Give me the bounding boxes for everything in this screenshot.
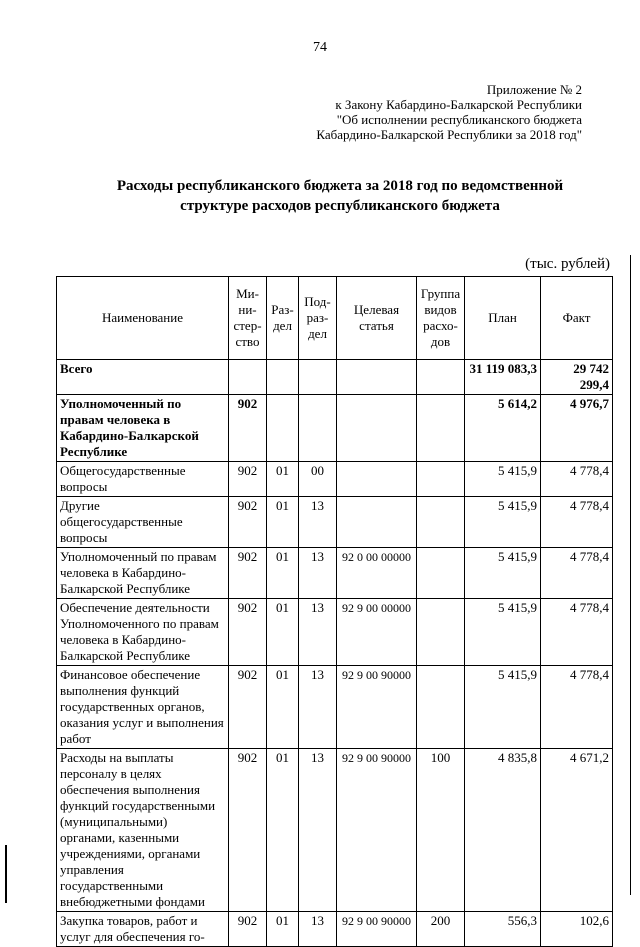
cell-ministry: 902 xyxy=(229,599,267,666)
cell-plan: 556,3 xyxy=(465,912,541,947)
cell-target: 92 0 00 00000 xyxy=(337,548,417,599)
cell-section: 01 xyxy=(267,599,299,666)
title-line: структуре расходов республиканского бюджета xyxy=(180,198,500,214)
col-header-ministry: Ми-ни-стер-ство xyxy=(229,277,267,360)
scan-edge-line xyxy=(630,255,631,895)
cell-ministry: 902 xyxy=(229,749,267,912)
cell-subsection: 00 xyxy=(299,462,337,497)
table-row xyxy=(57,912,613,947)
document-title xyxy=(60,176,620,216)
cell-group: 200 xyxy=(417,912,465,947)
cell-name: Уполномоченный по правам человека в Кабардино-Балкарской Республике xyxy=(57,395,229,462)
appendix-line: Приложение № 2 xyxy=(486,82,582,97)
cell-plan: 5 415,9 xyxy=(465,497,541,548)
cell-target xyxy=(337,497,417,548)
cell-section: 01 xyxy=(267,912,299,947)
cell-subsection: 13 xyxy=(299,497,337,548)
cell-fact: 29 742 299,4 xyxy=(541,360,613,395)
cell-ministry: 902 xyxy=(229,497,267,548)
cell-name: Расходы на выплаты персоналу в целях обеспечения выполнения функций государственными (муниципальными) органами, казенными учреждениями, органами управления государственными внебюджетными фондами xyxy=(57,749,229,912)
cell-name: Другие общегосударственные вопросы xyxy=(57,497,229,548)
appendix-note xyxy=(316,82,582,142)
col-header-plan: План xyxy=(465,277,541,360)
expenditure-table xyxy=(56,276,613,947)
cell-section: 01 xyxy=(267,548,299,599)
table-row xyxy=(57,360,613,395)
appendix-line: к Закону Кабардино-Балкарской Республики xyxy=(335,97,582,112)
cell-fact: 4 778,4 xyxy=(541,462,613,497)
appendix-line: Кабардино-Балкарской Республики за 2018 год" xyxy=(316,127,582,142)
cell-ministry: 902 xyxy=(229,912,267,947)
col-header-group: Группа видов расхо-дов xyxy=(417,277,465,360)
cell-section: 01 xyxy=(267,462,299,497)
cell-plan: 5 415,9 xyxy=(465,548,541,599)
table-header-row xyxy=(57,277,613,360)
cell-section: 01 xyxy=(267,497,299,548)
cell-name: Уполномоченный по правам человека в Кабардино-Балкарской Республике xyxy=(57,548,229,599)
title-line: Расходы республиканского бюджета за 2018 год по ведомственной xyxy=(116,178,564,194)
cell-ministry: 902 xyxy=(229,548,267,599)
cell-ministry: 902 xyxy=(229,395,267,462)
cell-fact: 4 671,2 xyxy=(541,749,613,912)
cell-group xyxy=(417,497,465,548)
cell-group xyxy=(417,462,465,497)
col-header-fact: Факт xyxy=(541,277,613,360)
cell-fact: 4 778,4 xyxy=(541,666,613,749)
cell-name: Финансовое обеспечение выполнения функций государственных органов, оказания услуг и выполнения работ xyxy=(57,666,229,749)
cell-target: 92 9 00 90000 xyxy=(337,749,417,912)
cell-subsection: 13 xyxy=(299,749,337,912)
cell-plan: 5 614,2 xyxy=(465,395,541,462)
cell-target: 92 9 00 00000 xyxy=(337,599,417,666)
cell-section xyxy=(267,360,299,395)
cell-fact: 102,6 xyxy=(541,912,613,947)
cell-plan: 5 415,9 xyxy=(465,462,541,497)
cell-fact: 4 778,4 xyxy=(541,497,613,548)
col-header-subsection: Под-раз-дел xyxy=(299,277,337,360)
cell-plan: 5 415,9 xyxy=(465,666,541,749)
cell-section xyxy=(267,395,299,462)
cell-group: 100 xyxy=(417,749,465,912)
cell-group xyxy=(417,666,465,749)
cell-section: 01 xyxy=(267,666,299,749)
cell-name: Общегосударственные вопросы xyxy=(57,462,229,497)
cell-subsection: 13 xyxy=(299,599,337,666)
cell-target xyxy=(337,360,417,395)
col-header-section: Раз-дел xyxy=(267,277,299,360)
cell-name: Закупка товаров, работ и услуг для обеспечения го- xyxy=(57,912,229,947)
cell-subsection xyxy=(299,360,337,395)
cell-target: 92 9 00 90000 xyxy=(337,666,417,749)
cell-target xyxy=(337,462,417,497)
units-label: (тыс. рублей) xyxy=(525,256,610,272)
cell-section: 01 xyxy=(267,749,299,912)
cell-name: Всего xyxy=(57,360,229,395)
cell-subsection: 13 xyxy=(299,548,337,599)
cell-ministry: 902 xyxy=(229,666,267,749)
table-row xyxy=(57,548,613,599)
cell-group xyxy=(417,599,465,666)
page-number: 74 xyxy=(313,40,327,55)
cell-ministry xyxy=(229,360,267,395)
cell-subsection xyxy=(299,395,337,462)
cell-name: Обеспечение деятельности Уполномоченного по правам человека в Кабардино-Балкарской Республике xyxy=(57,599,229,666)
cell-subsection: 13 xyxy=(299,912,337,947)
cell-fact: 4 778,4 xyxy=(541,599,613,666)
cell-fact: 4 976,7 xyxy=(541,395,613,462)
table-row xyxy=(57,666,613,749)
cell-group xyxy=(417,548,465,599)
cell-target xyxy=(337,395,417,462)
table-row xyxy=(57,497,613,548)
col-header-name: Наименование xyxy=(57,277,229,360)
table-row xyxy=(57,395,613,462)
table-row xyxy=(57,749,613,912)
col-header-target: Целевая статья xyxy=(337,277,417,360)
cell-plan: 4 835,8 xyxy=(465,749,541,912)
table-row xyxy=(57,462,613,497)
cell-target: 92 9 00 90000 xyxy=(337,912,417,947)
cell-plan: 31 119 083,3 xyxy=(465,360,541,395)
cell-fact: 4 778,4 xyxy=(541,548,613,599)
cell-subsection: 13 xyxy=(299,666,337,749)
scan-edge-mark xyxy=(5,845,7,903)
cell-plan: 5 415,9 xyxy=(465,599,541,666)
table-row xyxy=(57,599,613,666)
appendix-line: "Об исполнении республиканского бюджета xyxy=(336,112,582,127)
cell-ministry: 902 xyxy=(229,462,267,497)
cell-group xyxy=(417,360,465,395)
cell-group xyxy=(417,395,465,462)
